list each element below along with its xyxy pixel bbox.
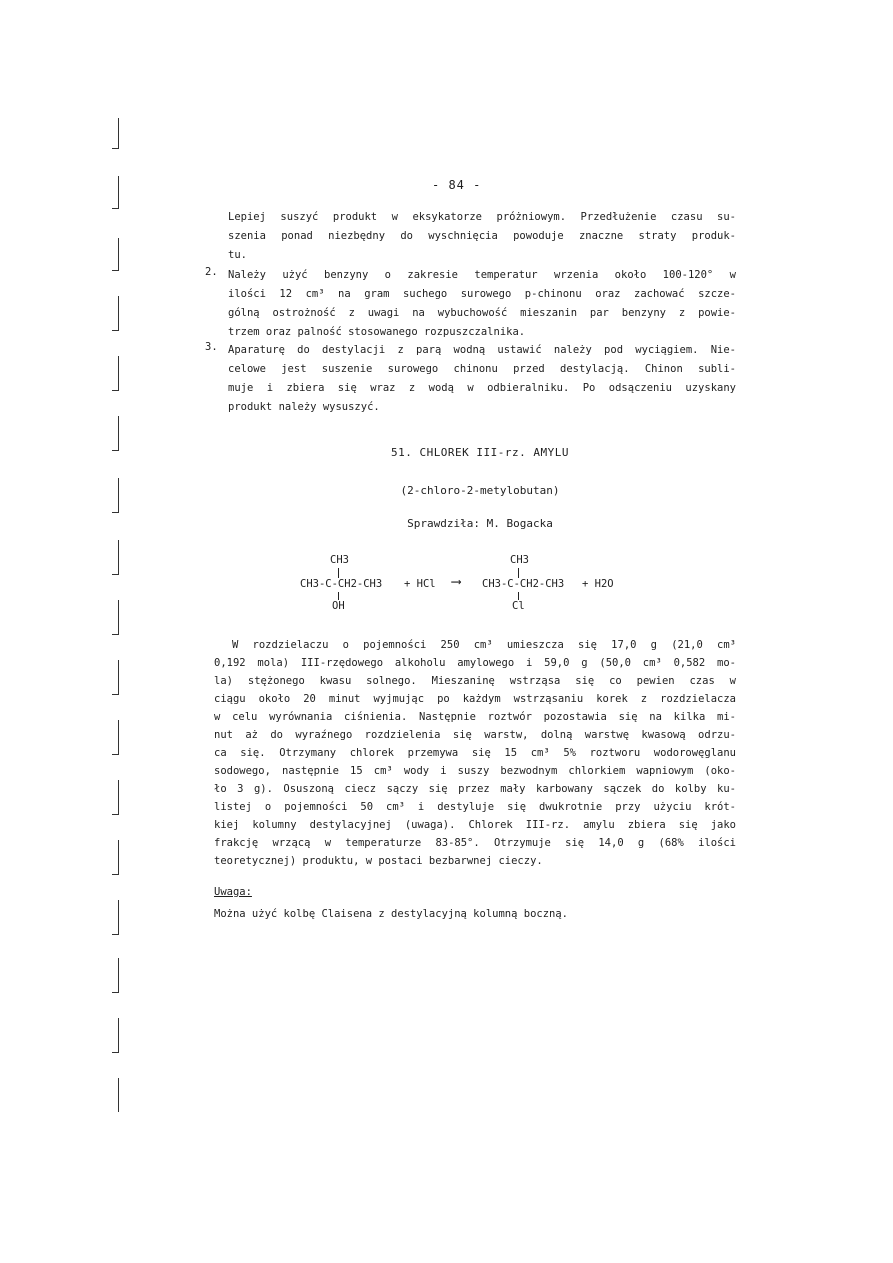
eq-left-hydroxyl: OH	[332, 600, 345, 612]
binding-mark	[112, 720, 119, 755]
checked-by-label: Sprawdziła:	[407, 517, 480, 530]
bond-line	[518, 592, 519, 600]
eq-left-methyl: CH3	[330, 554, 349, 566]
text-line: Należy użyć benzyny o zakresie temperatur wrzenia około 100-120° w	[228, 269, 736, 281]
checked-by-name: M. Bogacka	[486, 517, 553, 530]
binding-mark	[112, 416, 119, 451]
binding-mark	[112, 660, 119, 695]
note-item-3	[228, 341, 736, 417]
text-line: w celu wyrównania ciśnienia. Następnie roztwór pozostawia się na kilka mi-	[214, 711, 736, 723]
binding-mark	[112, 780, 119, 815]
eq-right-methyl: CH3	[510, 554, 529, 566]
text-line: muje i zbiera się wraz z wodą w odbieralniku. Po odsączeniu uzyskany	[228, 382, 736, 394]
checked-by	[200, 517, 760, 530]
binding-mark	[112, 958, 119, 993]
text-line: ło 3 g). Osuszoną ciecz sączy się przez mały karbowany sączek do kolby ku-	[214, 783, 736, 795]
remark-text: Można użyć kolbę Claisena z destylacyjną kolumną boczną.	[214, 908, 569, 920]
item-number: 3.	[205, 341, 218, 353]
text-line: ilości 12 cm³ na gram suchego surowego p-chinonu oraz zachować szcze-	[228, 288, 736, 300]
text-line: kiej kolumny destylacyjnej (uwaga). Chlorek III-rz. amylu zbiera się jako	[214, 819, 736, 831]
text-line: Lepiej suszyć produkt w eksykatorze próżniowym. Przedłużenie czasu su-	[228, 211, 736, 223]
item-number: 2.	[205, 266, 218, 278]
text-line: trzem oraz palność stosowanego rozpuszczalnika.	[228, 326, 526, 338]
text-line: frakcję wrzącą w temperaturze 83-85°. Otrzymuje się 14,0 g (68% ilości	[214, 837, 736, 849]
binding-mark	[112, 118, 119, 149]
text-line: teoretycznej) produktu, w postaci bezbarwnej cieczy.	[214, 855, 543, 867]
procedure-paragraph	[214, 636, 736, 870]
binding-mark	[112, 176, 119, 209]
text-line: tu.	[228, 249, 247, 261]
text-line: szenia ponad niezbędny do wyschnięcia powoduje znaczne straty produk-	[228, 230, 736, 242]
text-line: produkt należy wysuszyć.	[228, 401, 380, 413]
text-line: gólną ostrożność z uwagi na wybuchowość mieszanin par benzyny z powie-	[228, 307, 736, 319]
text-line: ca się. Otrzymany chlorek przemywa się 15 cm³ 5% roztworu wodorowęglanu	[214, 747, 736, 759]
binding-mark	[112, 600, 119, 635]
binding-mark	[112, 1078, 119, 1112]
section-title: 51. CHLOREK III-rz. AMYLU	[390, 446, 570, 459]
text-line: W rozdzielaczu o pojemności 250 cm³ umieszcza się 17,0 g (21,0 cm³	[232, 639, 736, 651]
text-line: la) stężonego kwasu solnego. Mieszaninę wstrząsa się co pewien czas w	[214, 675, 736, 687]
binding-mark	[112, 478, 119, 513]
text-line: listej o pojemności 50 cm³ i destyluje się dwukrotnie przy użyciu krót-	[214, 801, 736, 813]
remark-heading: Uwaga:	[214, 886, 252, 898]
reaction-arrow-icon: ⟶	[452, 574, 461, 590]
text-line: ciągu około 20 minut wyjmując po każdym wstrząsaniu korek z rozdzielacza	[214, 693, 736, 705]
page-number: - 84 -	[432, 178, 482, 192]
binding-mark	[112, 1018, 119, 1053]
eq-left-chain: CH3-C-CH2-CH3	[300, 578, 383, 590]
reaction-equation	[300, 550, 640, 620]
binding-mark	[112, 356, 119, 391]
eq-right-chain: CH3-C-CH2-CH3	[482, 578, 565, 590]
text-line: celowe jest suszenie surowego chinonu przed destylacją. Chinon subli-	[228, 363, 736, 375]
binding-mark	[112, 540, 119, 575]
text-line: sodowego, następnie 15 cm³ wody i suszy bezwodnym chlorkiem wapniowym (oko-	[214, 765, 736, 777]
binding-mark	[112, 840, 119, 875]
section-subtitle: (2-chloro-2-metylobutan)	[400, 484, 560, 497]
eq-product: + H2O	[582, 578, 614, 590]
intro-paragraph	[228, 208, 736, 265]
binding-mark	[112, 238, 119, 271]
bond-line	[518, 568, 519, 578]
bond-line	[338, 568, 339, 578]
binding-mark	[112, 900, 119, 935]
text-line: 0,192 mola) III-rzędowego alkoholu amylowego i 59,0 g (50,0 cm³ 0,582 mo-	[214, 657, 736, 669]
binding-mark	[112, 296, 119, 331]
text-line: Aparaturę do destylacji z parą wodną ustawić należy pod wyciągiem. Nie-	[228, 344, 736, 356]
eq-reagent: + HCl	[404, 578, 436, 590]
bond-line	[338, 592, 339, 600]
note-item-2	[228, 266, 736, 342]
eq-right-chloro: Cl	[512, 600, 525, 612]
text-line: nut aż do wyraźnego rozdzielenia się warstw, dolną warstwę kwasową odrzu-	[214, 729, 736, 741]
